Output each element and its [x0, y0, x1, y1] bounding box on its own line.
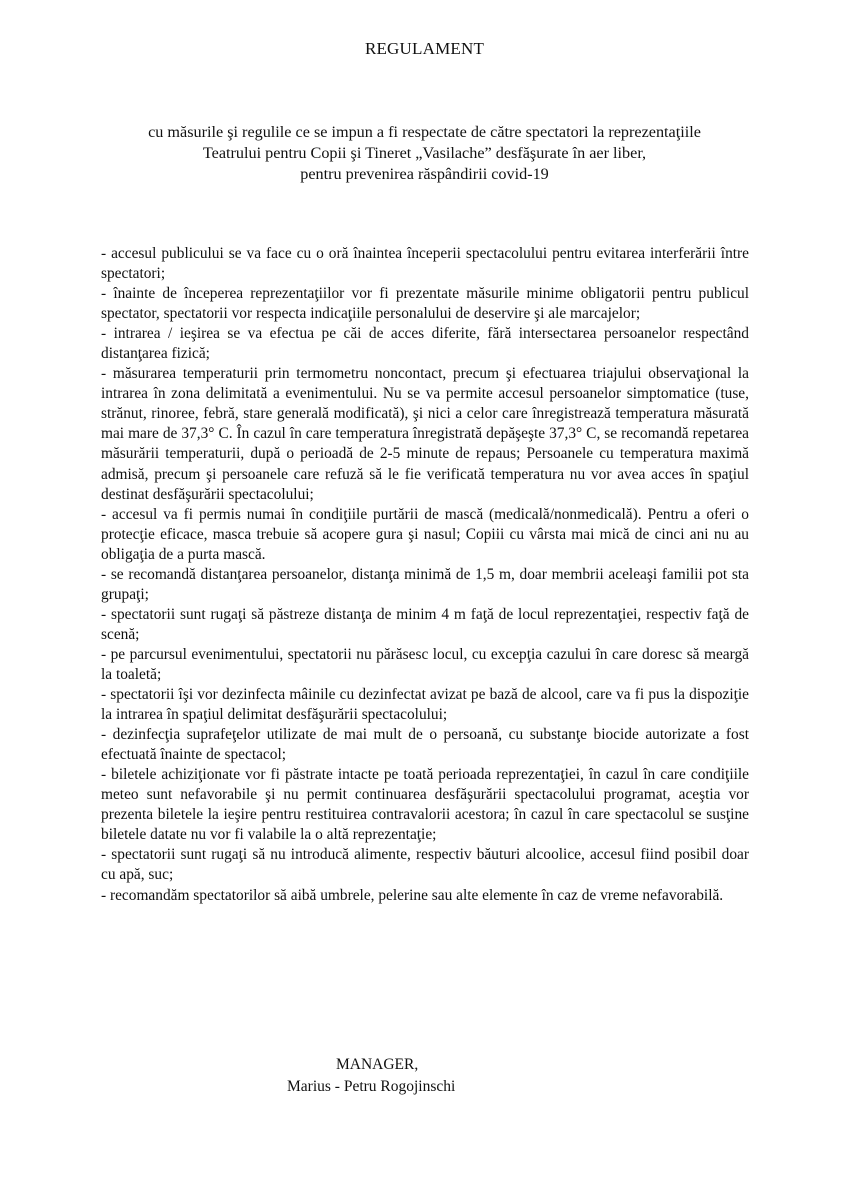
rule-item: - intrarea / ieşirea se va efectua pe căi de acces diferite, fără intersectarea persoanelor respectând distanţarea fizică;: [101, 325, 749, 363]
document-subtitle: [100, 122, 749, 185]
rule-item: - spectatorii sunt rugaţi să nu introducă alimente, respectiv băuturi alcoolice, accesul fiind posibil doar cu apă, suc;: [101, 846, 749, 884]
rule-item: - dezinfecţia suprafeţelor utilizate de mai mult de o persoană, cu substanţe biocide autorizate a fost efectuată înainte de spectacol;: [101, 726, 749, 764]
rule-item: - recomandăm spectatorilor să aibă umbrele, pelerine sau alte elemente în caz de vreme nefavorabilă.: [101, 886, 724, 904]
subtitle-line: cu măsurile şi regulile ce se impun a fi respectate de către spectatori la reprezentaţiile: [148, 123, 701, 141]
rule-item: - spectatorii îşi vor dezinfecta mâinile cu dezinfectat avizat pe bază de alcool, care va fi pus la dispoziţie la intrarea în spaţiul delimitat desfăşurării spectacolului;: [101, 686, 749, 724]
rule-item: - măsurarea temperaturii prin termometru noncontact, precum şi efectuarea triajului observaţional la intrarea în zona delimitată a evenimentului. Nu se va permite accesul persoanelor simptomatice (tuse, strănut, rinoree, febră, stare generală modificată), şi nici a celor care înregistrează temperatura măsurată mai mare de 37,3° C. În cazul în care temperatura înregistrată depăşeşte 37,3° C, se recomandă repetarea măsurării temperaturii, după o perioadă de 2-5 minute de repaus; Persoanele cu temperatura maximă admisă, precum şi persoanele care refuză să le fie verificată temperatura nu vor avea acces în spaţiul destinat desfăşurării spectacolului;: [101, 365, 749, 503]
subtitle-line: Teatrului pentru Copii şi Tineret „Vasilache” desfăşurate în aer liber,: [202, 144, 647, 162]
rule-item: - pe parcursul evenimentului, spectatorii nu părăsesc locul, cu excepţia cazului în care doresc să meargă la toaletă;: [101, 645, 749, 683]
rule-item: - înainte de începerea reprezentaţiilor vor fi prezentate măsurile minime obligatorii pentru publicul spectator, spectatorii vor respecta indicaţiile personalului de deservire şi ale marcajelor;: [101, 285, 749, 323]
rules-list: [101, 244, 749, 906]
rule-item: - spectatorii sunt rugaţi să păstreze distanţa de minim 4 m faţă de locul reprezentaţiei, respectiv faţă de scenă;: [101, 605, 749, 643]
rule-item: - accesul publicului se va face cu o oră înaintea începerii spectacolului pentru evitarea interferării între spectatori;: [101, 245, 749, 283]
rule-item: - accesul va fi permis numai în condiţiile purtării de mască (medicală/nonmedicală). Pentru a oferi o protecţie eficace, masca trebuie să acopere gura şi nasul; Copiii cu vârsta mai mică de cinci ani nu au obligaţia de a purta mască.: [101, 505, 749, 563]
signature-role: MANAGER,: [336, 1056, 419, 1073]
signature-name: Marius - Petru Rogojinschi: [287, 1078, 456, 1095]
rule-item: - se recomandă distanţarea persoanelor, distanţa minimă de 1,5 m, doar membrii aceleaşi familii pot sta grupaţi;: [101, 565, 749, 603]
document-title: REGULAMENT: [364, 39, 485, 58]
subtitle-line: pentru prevenirea răspândirii covid-19: [300, 165, 549, 183]
rule-item: - biletele achiziţionate vor fi păstrate intacte pe toată perioada reprezentaţiei, în cazul în care condiţiile meteo sunt nefavorabile şi nu permit continuarea desfăşurării spectacolului programat, aceştia vor prezenta biletele la ieşire pentru restituirea contravalorii acestora; în cazul în care spectacolul se susţine biletele datate nu vor fi valabile la o altă reprezentaţie;: [101, 766, 749, 844]
